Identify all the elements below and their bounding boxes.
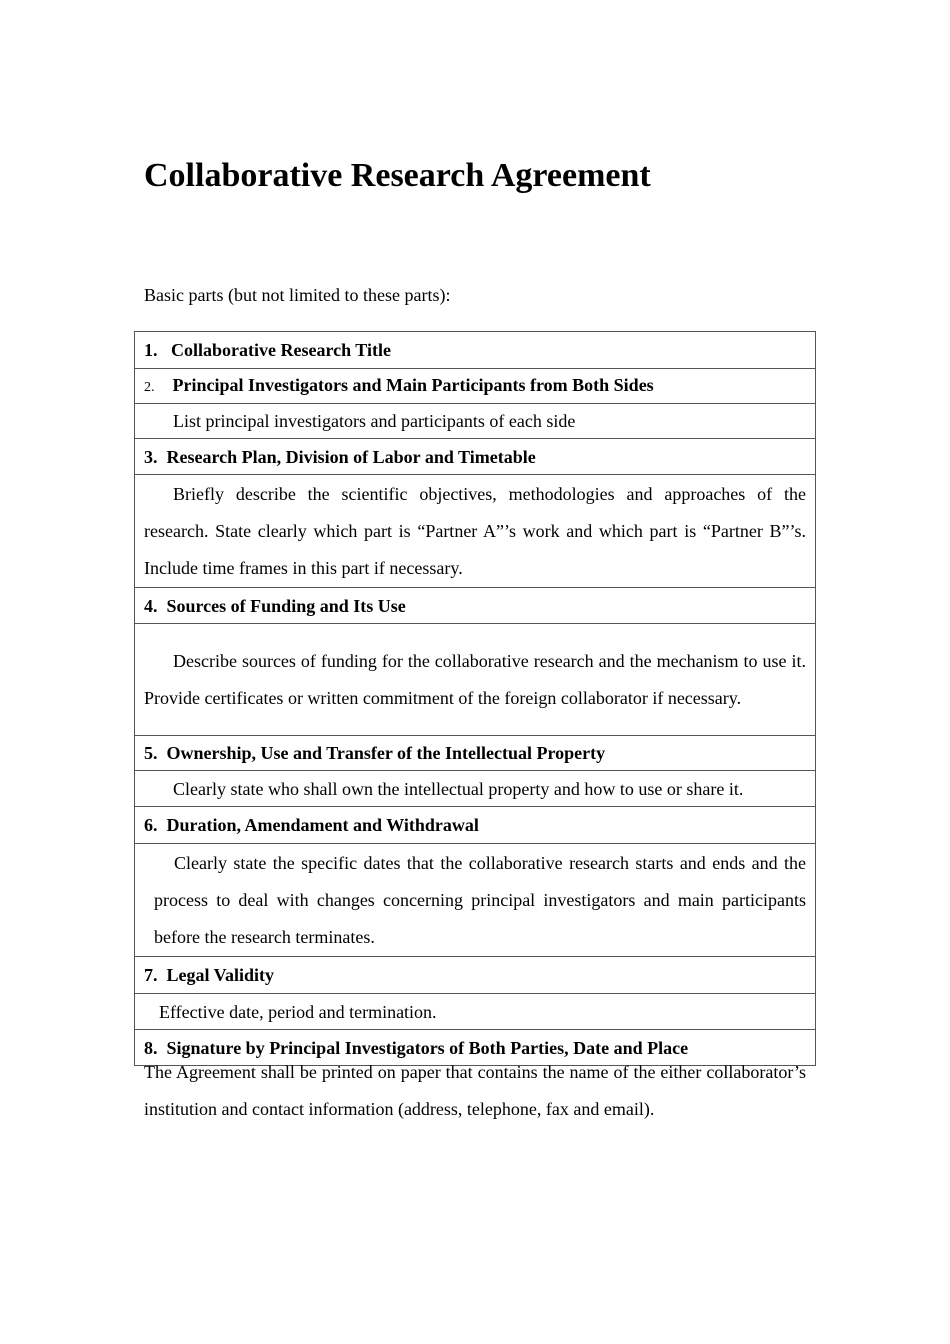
section-8-heading: Signature by Principal Investigators of Both Parties, Date and Place	[166, 1037, 689, 1058]
section-2-heading: Principal Investigators and Main Participants from Both Sides	[172, 374, 654, 395]
section-4-description-row	[135, 624, 816, 736]
section-6-description-row	[135, 844, 816, 957]
section-3-description: Briefly describe the scientific objectives, methodologies and approaches of the research. State clearly which part is “Partner A”’s work and which part is “Partner B”’s. Include time frames in this part if necessary.	[135, 475, 816, 588]
section-6-heading-cell	[135, 807, 816, 844]
section-3-number: 3.	[144, 446, 158, 467]
section-3-heading-row	[135, 439, 816, 475]
section-3-heading: Research Plan, Division of Labor and Timetable	[166, 446, 536, 467]
section-7-description-row	[135, 994, 816, 1030]
section-5-number: 5.	[144, 743, 158, 763]
section-4-heading-cell	[135, 588, 816, 624]
section-4-description: Describe sources of funding for the collaborative research and the mechanism to use it. Provide certificates or written commitment of the foreign collaborator if necessary.	[135, 624, 816, 736]
section-1-number: 1.	[144, 340, 158, 360]
section-2-heading-cell	[135, 369, 816, 404]
intro-text: Basic parts (but not limited to these parts):	[144, 285, 451, 305]
section-7-heading-row	[135, 957, 816, 994]
section-6-heading: Duration, Amendament and Withdrawal	[166, 815, 479, 835]
section-5-heading-cell	[135, 736, 816, 771]
section-2-heading-row	[135, 369, 816, 404]
section-2-description-row	[135, 404, 816, 439]
section-1-heading-cell	[135, 332, 816, 369]
section-2-number: 2.	[144, 379, 155, 395]
document-title: Collaborative Research Agreement	[144, 157, 651, 194]
agreement-parts-table	[134, 331, 816, 1066]
section-5-description: Clearly state who shall own the intellectual property and how to use or share it.	[135, 771, 816, 807]
section-5-description-row	[135, 771, 816, 807]
closing-note: The Agreement shall be printed on paper that contains the name of the either collaborator’s institution and contact information (address, telephone, fax and email).	[144, 1062, 806, 1119]
section-6-number: 6.	[144, 815, 158, 835]
section-1-heading: Collaborative Research Title	[171, 340, 391, 360]
section-2-description: List principal investigators and participants of each side	[135, 404, 816, 439]
section-7-description: Effective date, period and termination.	[135, 994, 816, 1030]
section-7-heading-cell	[135, 957, 816, 994]
section-8-number: 8.	[144, 1037, 158, 1058]
section-6-heading-row	[135, 807, 816, 844]
section-7-heading: Legal Validity	[166, 965, 275, 985]
section-4-number: 4.	[144, 595, 158, 616]
section-5-heading: Ownership, Use and Transfer of the Intellectual Property	[166, 743, 606, 763]
section-3-heading-cell	[135, 439, 816, 475]
section-5-heading-row	[135, 736, 816, 771]
section-7-number: 7.	[144, 965, 158, 985]
section-4-heading-row	[135, 588, 816, 624]
section-1-heading-row	[135, 332, 816, 369]
section-4-heading: Sources of Funding and Its Use	[166, 595, 406, 616]
section-3-description-row	[135, 475, 816, 588]
section-6-description: Clearly state the specific dates that the collaborative research starts and ends and the process to deal with changes concerning principal investigators and main participants before the research terminates.	[135, 844, 816, 957]
